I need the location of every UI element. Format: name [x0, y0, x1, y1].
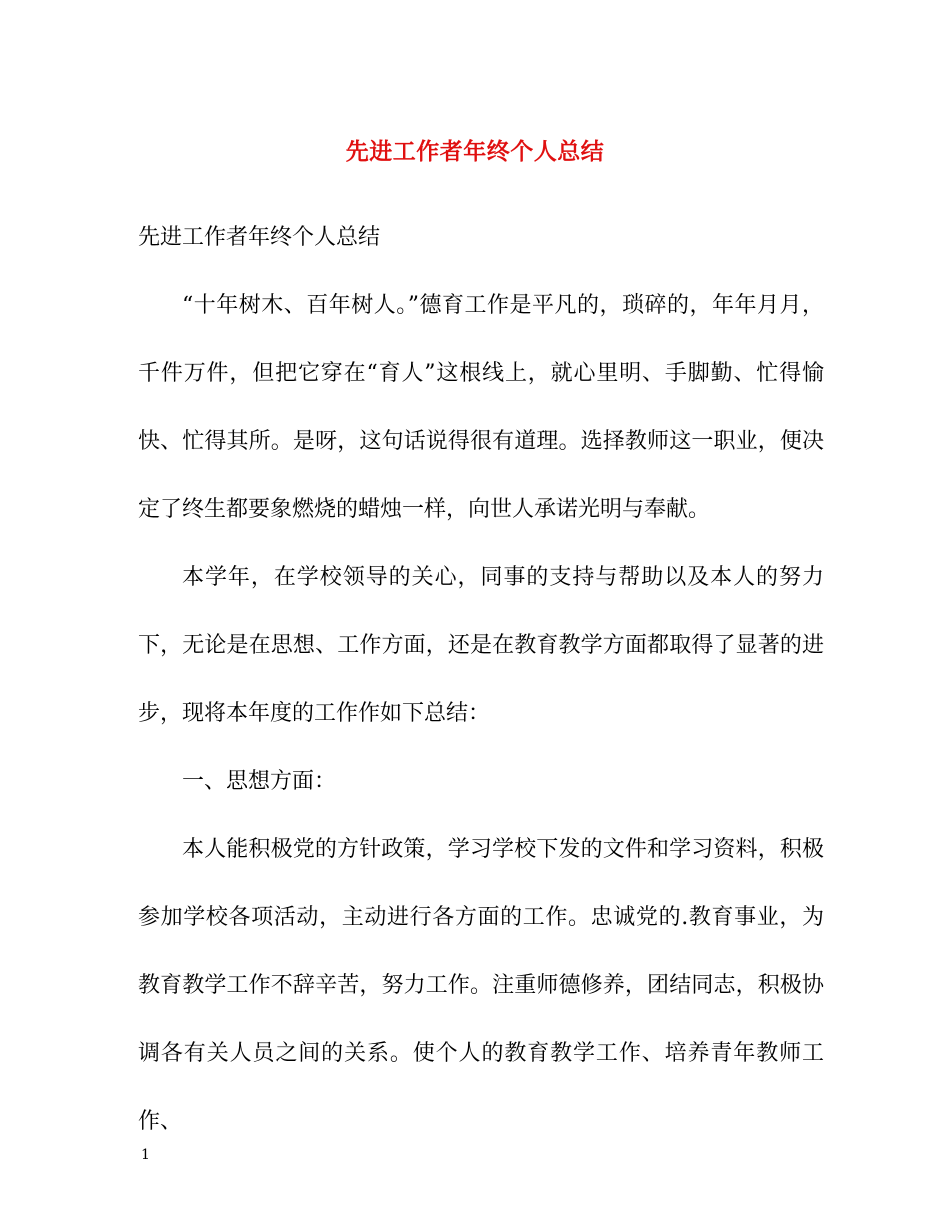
- page-number: 1: [141, 1147, 150, 1163]
- paragraph-subtitle: 先进工作者年终个人总结: [138, 225, 381, 250]
- section-heading-thought: 一、思想方面：: [182, 769, 337, 794]
- paragraph-intro: “十年树木、百年树人。”德育工作是平凡的，琐碎的，年年月月，千件万件，但把它穿在“育人”这根线上，就心里明、手脚勤、忙得愉快、忙得其所。是呀，这句话说得很有道理。选择教师这一职业，便决定了终生都要象燃烧的蜡烛一样，向世人承诺光明与奉献。: [138, 293, 824, 522]
- document-body: [138, 204, 824, 1156]
- paragraph-thought: 本人能积极党的方针政策，学习学校下发的文件和学习资料，积极参加学校各项活动，主动进行各方面的工作。忠诚党的.教育事业，为教育教学工作不辞辛苦，努力工作。注重师德修养，团结同志，积极协调各有关人员之间的关系。使个人的教育教学工作、培养青年教师工作、: [138, 837, 824, 1134]
- document-title: 先进工作者年终个人总结: [345, 138, 605, 165]
- paragraph-summary: 本学年，在学校领导的关心，同事的支持与帮助以及本人的努力下，无论是在思想、工作方面，还是在教育教学方面都取得了显著的进步，现将本年度的工作作如下总结：: [138, 565, 824, 726]
